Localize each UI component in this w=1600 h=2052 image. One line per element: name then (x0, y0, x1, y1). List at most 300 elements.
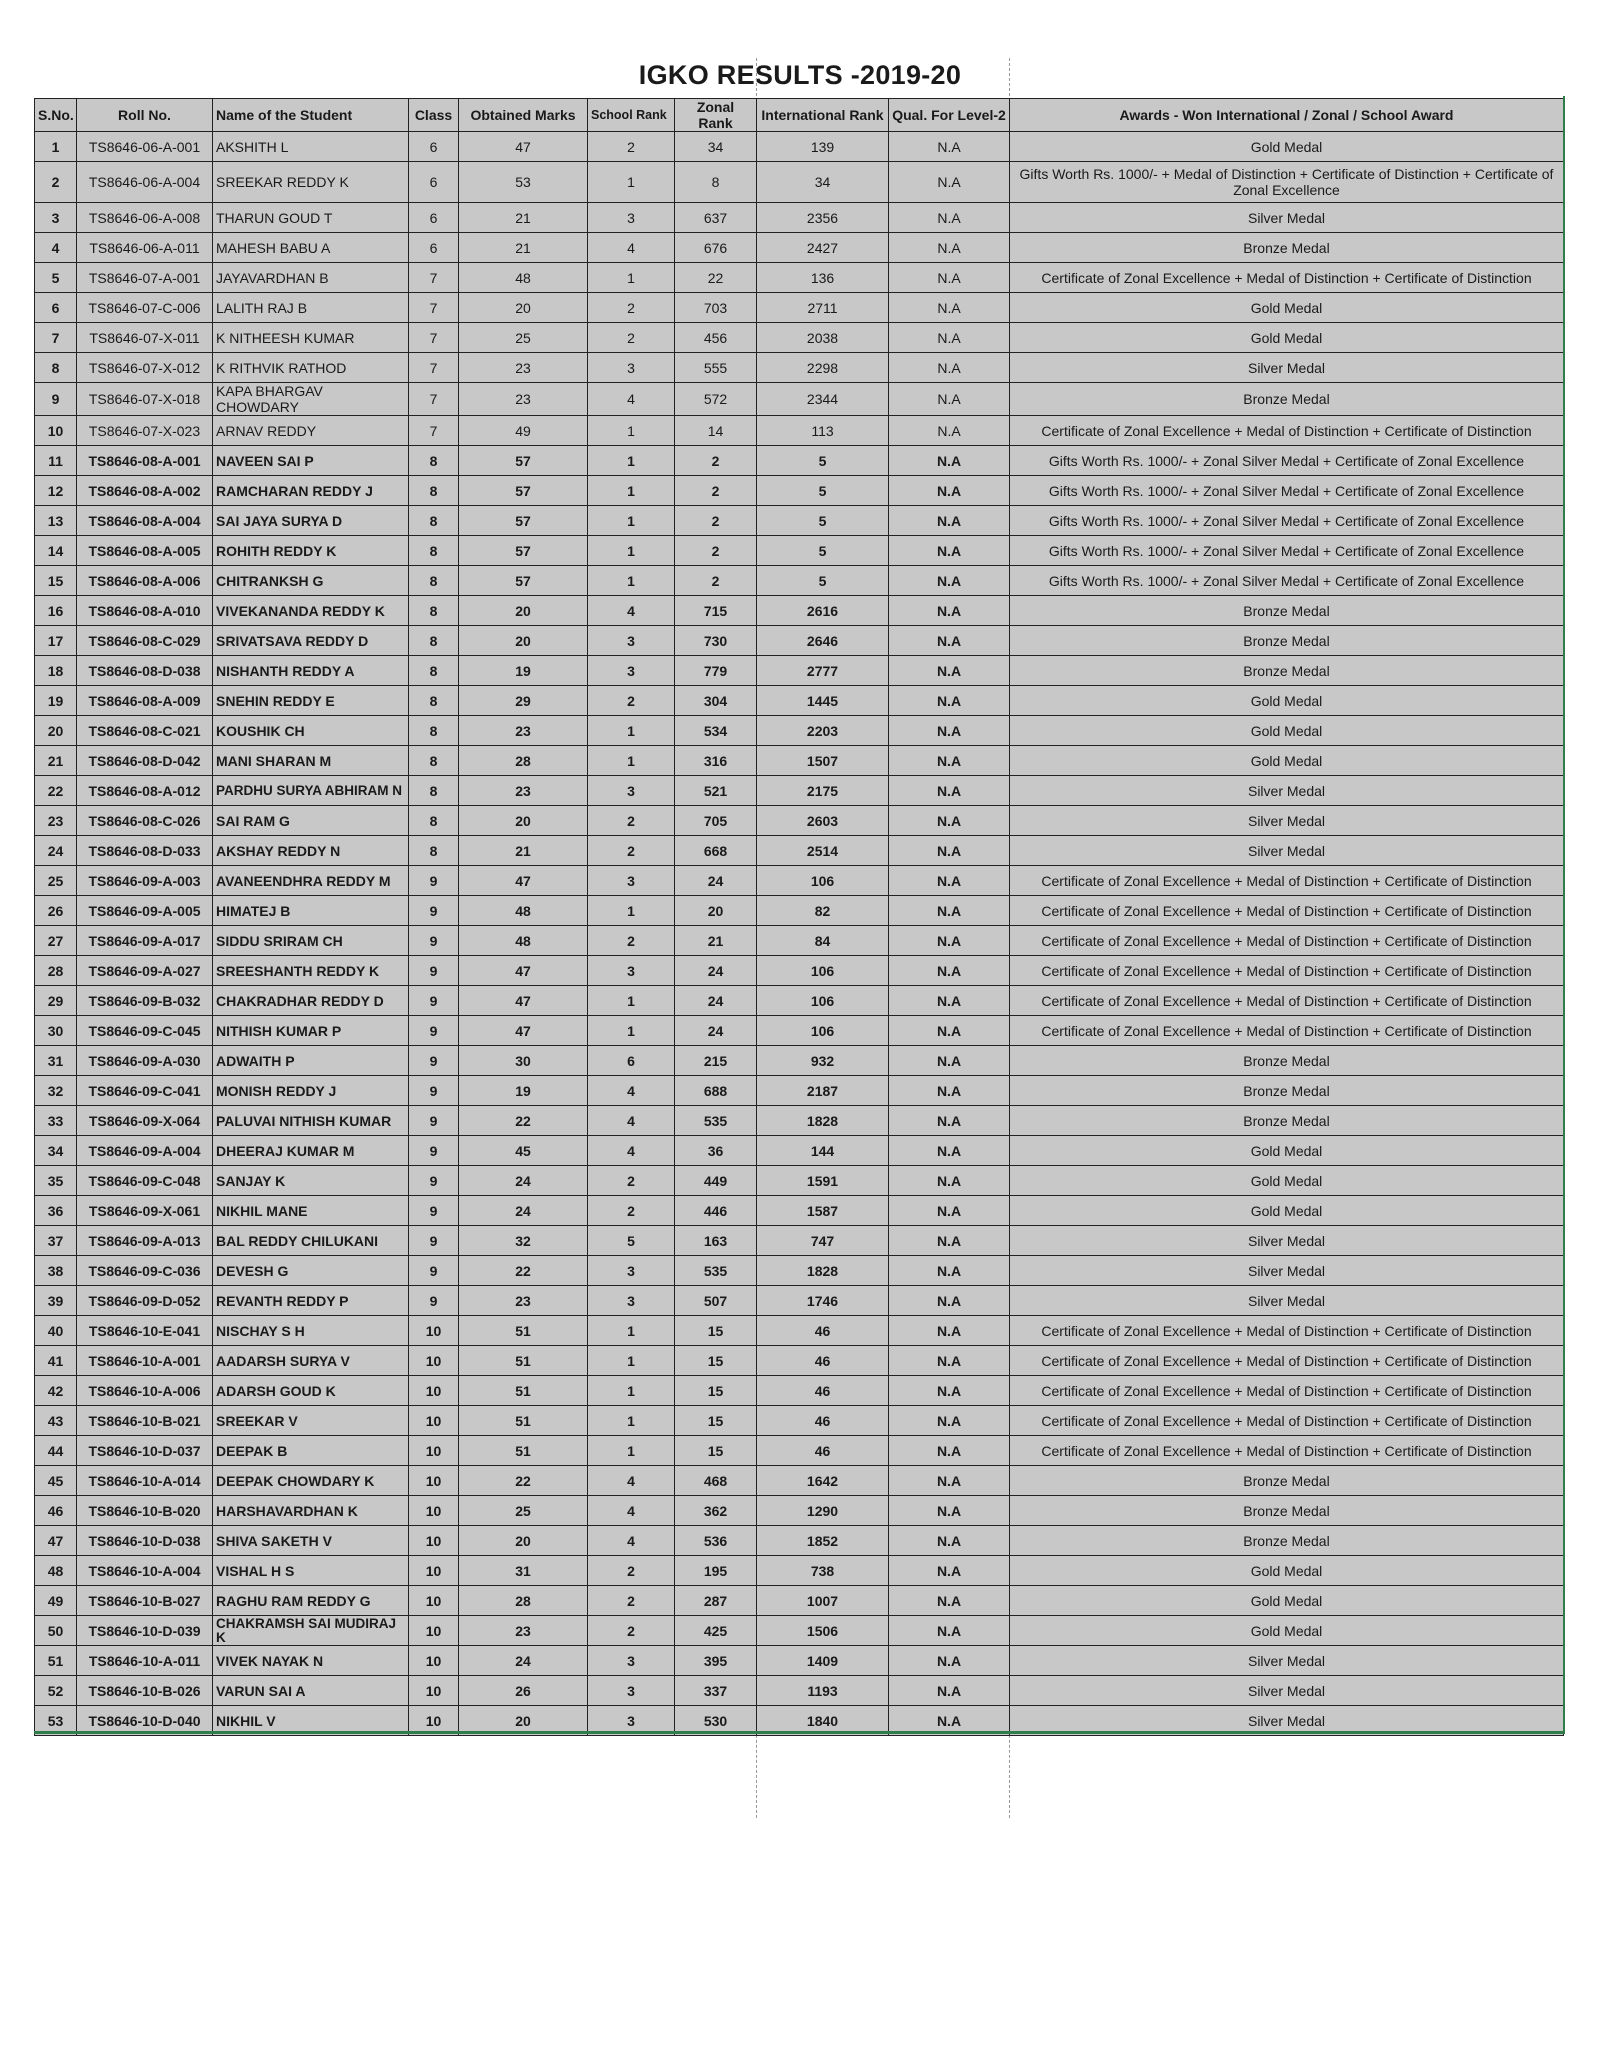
cell-class: 10 (409, 1496, 459, 1526)
cell-roll: TS8646-09-B-032 (77, 986, 213, 1016)
cell-intl-rank: 84 (757, 926, 889, 956)
cell-qual: N.A (889, 566, 1010, 596)
cell-intl-rank: 2187 (757, 1076, 889, 1106)
cell-zonal-rank: 2 (675, 506, 757, 536)
cell-class: 7 (409, 383, 459, 416)
cell-intl-rank: 1746 (757, 1286, 889, 1316)
cell-zonal-rank: 362 (675, 1496, 757, 1526)
cell-qual: N.A (889, 596, 1010, 626)
cell-marks: 20 (459, 293, 588, 323)
cell-sno: 14 (35, 536, 77, 566)
cell-school-rank: 2 (588, 132, 675, 162)
cell-sno: 26 (35, 896, 77, 926)
cell-school-rank: 5 (588, 1226, 675, 1256)
cell-class: 8 (409, 776, 459, 806)
table-row (35, 1076, 1564, 1106)
cell-award: Bronze Medal (1010, 233, 1564, 263)
cell-class: 8 (409, 716, 459, 746)
cell-marks: 23 (459, 353, 588, 383)
cell-name: HIMATEJ B (213, 896, 409, 926)
cell-marks: 20 (459, 596, 588, 626)
cell-intl-rank: 2038 (757, 323, 889, 353)
cell-class: 10 (409, 1526, 459, 1556)
cell-intl-rank: 106 (757, 986, 889, 1016)
cell-sno: 23 (35, 806, 77, 836)
cell-award: Gifts Worth Rs. 1000/- + Zonal Silver Medal + Certificate of Zonal Excellence (1010, 506, 1564, 536)
cell-roll: TS8646-06-A-004 (77, 162, 213, 203)
cell-marks: 57 (459, 566, 588, 596)
cell-award: Gifts Worth Rs. 1000/- + Zonal Silver Medal + Certificate of Zonal Excellence (1010, 566, 1564, 596)
cell-marks: 48 (459, 896, 588, 926)
cell-sno: 39 (35, 1286, 77, 1316)
cell-award: Certificate of Zonal Excellence + Medal of Distinction + Certificate of Distinction (1010, 1376, 1564, 1406)
cell-sno: 36 (35, 1196, 77, 1226)
cell-class: 7 (409, 293, 459, 323)
cell-marks: 53 (459, 162, 588, 203)
cell-zonal-rank: 215 (675, 1046, 757, 1076)
cell-sno: 7 (35, 323, 77, 353)
cell-sno: 25 (35, 866, 77, 896)
cell-class: 9 (409, 1106, 459, 1136)
table-row (35, 132, 1564, 162)
cell-sno: 20 (35, 716, 77, 746)
cell-class: 8 (409, 746, 459, 776)
cell-award: Gifts Worth Rs. 1000/- + Zonal Silver Medal + Certificate of Zonal Excellence (1010, 446, 1564, 476)
cell-sno: 44 (35, 1436, 77, 1466)
results-body (35, 132, 1564, 1736)
cell-roll: TS8646-10-D-039 (77, 1616, 213, 1646)
cell-marks: 25 (459, 1496, 588, 1526)
table-row (35, 1286, 1564, 1316)
cell-class: 9 (409, 866, 459, 896)
cell-name: SREEKAR V (213, 1406, 409, 1436)
cell-school-rank: 2 (588, 1166, 675, 1196)
cell-intl-rank: 2427 (757, 233, 889, 263)
cell-qual: N.A (889, 1526, 1010, 1556)
cell-name: ADARSH GOUD K (213, 1376, 409, 1406)
cell-qual: N.A (889, 1166, 1010, 1196)
cell-sno: 52 (35, 1676, 77, 1706)
cell-award: Bronze Medal (1010, 1526, 1564, 1556)
cell-roll: TS8646-10-A-014 (77, 1466, 213, 1496)
cell-sno: 50 (35, 1616, 77, 1646)
cell-school-rank: 4 (588, 233, 675, 263)
cell-class: 10 (409, 1436, 459, 1466)
cell-class: 8 (409, 656, 459, 686)
cell-roll: TS8646-07-X-012 (77, 353, 213, 383)
cell-class: 8 (409, 806, 459, 836)
table-row (35, 926, 1564, 956)
cell-marks: 22 (459, 1256, 588, 1286)
cell-marks: 19 (459, 1076, 588, 1106)
cell-award: Silver Medal (1010, 1676, 1564, 1706)
cell-qual: N.A (889, 956, 1010, 986)
cell-class: 8 (409, 686, 459, 716)
cell-class: 9 (409, 1016, 459, 1046)
cell-sno: 28 (35, 956, 77, 986)
selection-border (1563, 96, 1565, 1734)
cell-school-rank: 4 (588, 1526, 675, 1556)
cell-marks: 57 (459, 446, 588, 476)
cell-marks: 19 (459, 656, 588, 686)
cell-roll: TS8646-06-A-008 (77, 203, 213, 233)
cell-school-rank: 2 (588, 1616, 675, 1646)
cell-award: Silver Medal (1010, 1226, 1564, 1256)
cell-school-rank: 3 (588, 1676, 675, 1706)
cell-class: 10 (409, 1586, 459, 1616)
cell-qual: N.A (889, 132, 1010, 162)
cell-zonal-rank: 287 (675, 1586, 757, 1616)
cell-name: K NITHEESH KUMAR (213, 323, 409, 353)
cell-sno: 43 (35, 1406, 77, 1436)
cell-qual: N.A (889, 1226, 1010, 1256)
cell-class: 7 (409, 323, 459, 353)
cell-qual: N.A (889, 626, 1010, 656)
cell-class: 8 (409, 536, 459, 566)
cell-sno: 22 (35, 776, 77, 806)
cell-qual: N.A (889, 383, 1010, 416)
cell-intl-rank: 5 (757, 506, 889, 536)
cell-marks: 30 (459, 1046, 588, 1076)
cell-school-rank: 1 (588, 162, 675, 203)
cell-sno: 12 (35, 476, 77, 506)
table-row (35, 1226, 1564, 1256)
cell-zonal-rank: 456 (675, 323, 757, 353)
cell-qual: N.A (889, 1046, 1010, 1076)
cell-name: CHAKRADHAR REDDY D (213, 986, 409, 1016)
cell-sno: 3 (35, 203, 77, 233)
cell-zonal-rank: 715 (675, 596, 757, 626)
cell-school-rank: 1 (588, 986, 675, 1016)
col-header-zonal-rank: Zonal Rank (675, 99, 757, 132)
cell-roll: TS8646-09-C-041 (77, 1076, 213, 1106)
cell-class: 10 (409, 1616, 459, 1646)
cell-roll: TS8646-10-B-020 (77, 1496, 213, 1526)
table-row (35, 836, 1564, 866)
cell-class: 9 (409, 926, 459, 956)
cell-school-rank: 1 (588, 1376, 675, 1406)
cell-school-rank: 4 (588, 1496, 675, 1526)
cell-roll: TS8646-10-A-001 (77, 1346, 213, 1376)
cell-qual: N.A (889, 293, 1010, 323)
cell-sno: 21 (35, 746, 77, 776)
cell-class: 10 (409, 1556, 459, 1586)
cell-intl-rank: 1507 (757, 746, 889, 776)
table-row (35, 1586, 1564, 1616)
cell-roll: TS8646-08-A-006 (77, 566, 213, 596)
cell-name: SAI RAM G (213, 806, 409, 836)
cell-name: SAI JAYA SURYA D (213, 506, 409, 536)
cell-marks: 28 (459, 1586, 588, 1616)
cell-zonal-rank: 24 (675, 986, 757, 1016)
cell-roll: TS8646-10-A-006 (77, 1376, 213, 1406)
cell-school-rank: 4 (588, 1076, 675, 1106)
cell-sno: 24 (35, 836, 77, 866)
cell-name: CHAKRAMSH SAI MUDIRAJ K (213, 1616, 409, 1646)
cell-school-rank: 4 (588, 1466, 675, 1496)
cell-school-rank: 1 (588, 1436, 675, 1466)
cell-zonal-rank: 195 (675, 1556, 757, 1586)
cell-intl-rank: 1290 (757, 1496, 889, 1526)
cell-school-rank: 2 (588, 926, 675, 956)
cell-marks: 48 (459, 263, 588, 293)
cell-qual: N.A (889, 926, 1010, 956)
cell-school-rank: 2 (588, 293, 675, 323)
col-header-class: Class (409, 99, 459, 132)
cell-name: RAGHU RAM REDDY G (213, 1586, 409, 1616)
cell-award: Bronze Medal (1010, 626, 1564, 656)
cell-qual: N.A (889, 1556, 1010, 1586)
cell-class: 8 (409, 476, 459, 506)
cell-roll: TS8646-09-A-003 (77, 866, 213, 896)
cell-zonal-rank: 572 (675, 383, 757, 416)
cell-roll: TS8646-08-C-026 (77, 806, 213, 836)
cell-school-rank: 3 (588, 1256, 675, 1286)
cell-qual: N.A (889, 1136, 1010, 1166)
cell-intl-rank: 2603 (757, 806, 889, 836)
cell-school-rank: 2 (588, 1196, 675, 1226)
cell-roll: TS8646-08-D-042 (77, 746, 213, 776)
cell-award: Bronze Medal (1010, 1466, 1564, 1496)
cell-name: LALITH RAJ B (213, 293, 409, 323)
table-row (35, 656, 1564, 686)
cell-intl-rank: 46 (757, 1316, 889, 1346)
page-title: IGKO RESULTS -2019-20 (638, 60, 962, 90)
cell-school-rank: 1 (588, 263, 675, 293)
cell-zonal-rank: 534 (675, 716, 757, 746)
cell-qual: N.A (889, 656, 1010, 686)
cell-qual: N.A (889, 1616, 1010, 1646)
cell-qual: N.A (889, 263, 1010, 293)
table-row (35, 806, 1564, 836)
cell-class: 10 (409, 1376, 459, 1406)
cell-intl-rank: 5 (757, 476, 889, 506)
cell-qual: N.A (889, 1016, 1010, 1046)
cell-award: Gold Medal (1010, 1136, 1564, 1166)
cell-qual: N.A (889, 1256, 1010, 1286)
table-row (35, 1496, 1564, 1526)
cell-qual: N.A (889, 536, 1010, 566)
col-header-qual: Qual. For Level-2 (889, 99, 1010, 132)
cell-class: 9 (409, 1136, 459, 1166)
cell-award: Certificate of Zonal Excellence + Medal of Distinction + Certificate of Distinction (1010, 866, 1564, 896)
cell-qual: N.A (889, 1196, 1010, 1226)
cell-award: Certificate of Zonal Excellence + Medal of Distinction + Certificate of Distinction (1010, 1016, 1564, 1046)
cell-name: AKSHITH L (213, 132, 409, 162)
table-row (35, 746, 1564, 776)
cell-intl-rank: 1840 (757, 1706, 889, 1736)
cell-intl-rank: 2646 (757, 626, 889, 656)
cell-name: ARNAV REDDY (213, 416, 409, 446)
cell-award: Gold Medal (1010, 1556, 1564, 1586)
cell-qual: N.A (889, 1316, 1010, 1346)
cell-qual: N.A (889, 476, 1010, 506)
cell-award: Certificate of Zonal Excellence + Medal of Distinction + Certificate of Distinction (1010, 416, 1564, 446)
cell-intl-rank: 46 (757, 1436, 889, 1466)
cell-school-rank: 4 (588, 1136, 675, 1166)
cell-school-rank: 1 (588, 536, 675, 566)
cell-award: Gold Medal (1010, 1586, 1564, 1616)
cell-intl-rank: 2711 (757, 293, 889, 323)
cell-sno: 30 (35, 1016, 77, 1046)
cell-name: SREEKAR REDDY K (213, 162, 409, 203)
cell-school-rank: 1 (588, 1316, 675, 1346)
cell-roll: TS8646-10-D-038 (77, 1526, 213, 1556)
cell-marks: 32 (459, 1226, 588, 1256)
cell-sno: 27 (35, 926, 77, 956)
cell-roll: TS8646-08-A-012 (77, 776, 213, 806)
cell-award: Silver Medal (1010, 353, 1564, 383)
table-row (35, 1646, 1564, 1676)
table-row (35, 956, 1564, 986)
cell-class: 6 (409, 203, 459, 233)
cell-name: PARDHU SURYA ABHIRAM N (213, 776, 409, 806)
cell-zonal-rank: 779 (675, 656, 757, 686)
cell-zonal-rank: 468 (675, 1466, 757, 1496)
cell-school-rank: 1 (588, 476, 675, 506)
cell-zonal-rank: 703 (675, 293, 757, 323)
col-header-sno: S.No. (35, 99, 77, 132)
cell-zonal-rank: 24 (675, 956, 757, 986)
cell-sno: 31 (35, 1046, 77, 1076)
cell-qual: N.A (889, 1706, 1010, 1736)
table-row (35, 1316, 1564, 1346)
cell-sno: 33 (35, 1106, 77, 1136)
cell-qual: N.A (889, 203, 1010, 233)
cell-roll: TS8646-06-A-001 (77, 132, 213, 162)
cell-sno: 1 (35, 132, 77, 162)
cell-school-rank: 3 (588, 626, 675, 656)
cell-zonal-rank: 34 (675, 132, 757, 162)
cell-roll: TS8646-08-C-029 (77, 626, 213, 656)
cell-award: Gold Medal (1010, 132, 1564, 162)
cell-marks: 57 (459, 506, 588, 536)
cell-roll: TS8646-07-C-006 (77, 293, 213, 323)
table-row (35, 1256, 1564, 1286)
cell-sno: 8 (35, 353, 77, 383)
cell-intl-rank: 46 (757, 1406, 889, 1436)
table-row (35, 383, 1564, 416)
cell-qual: N.A (889, 716, 1010, 746)
cell-intl-rank: 1506 (757, 1616, 889, 1646)
cell-qual: N.A (889, 836, 1010, 866)
cell-intl-rank: 5 (757, 566, 889, 596)
cell-roll: TS8646-09-A-030 (77, 1046, 213, 1076)
cell-name: DEEPAK B (213, 1436, 409, 1466)
cell-award: Gold Medal (1010, 686, 1564, 716)
cell-qual: N.A (889, 233, 1010, 263)
cell-school-rank: 3 (588, 353, 675, 383)
table-row (35, 203, 1564, 233)
cell-roll: TS8646-09-X-064 (77, 1106, 213, 1136)
cell-name: KAPA BHARGAV CHOWDARY (213, 383, 409, 416)
cell-sno: 34 (35, 1136, 77, 1166)
cell-class: 10 (409, 1466, 459, 1496)
cell-zonal-rank: 8 (675, 162, 757, 203)
table-row (35, 263, 1564, 293)
cell-qual: N.A (889, 446, 1010, 476)
cell-sno: 10 (35, 416, 77, 446)
cell-intl-rank: 1828 (757, 1256, 889, 1286)
cell-intl-rank: 46 (757, 1346, 889, 1376)
cell-intl-rank: 106 (757, 956, 889, 986)
cell-school-rank: 1 (588, 416, 675, 446)
cell-intl-rank: 747 (757, 1226, 889, 1256)
table-row (35, 776, 1564, 806)
cell-name: BAL REDDY CHILUKANI (213, 1226, 409, 1256)
cell-award: Silver Medal (1010, 1286, 1564, 1316)
cell-class: 10 (409, 1646, 459, 1676)
cell-zonal-rank: 668 (675, 836, 757, 866)
table-row (35, 416, 1564, 446)
cell-qual: N.A (889, 986, 1010, 1016)
cell-class: 9 (409, 1256, 459, 1286)
cell-class: 9 (409, 1166, 459, 1196)
cell-intl-rank: 139 (757, 132, 889, 162)
cell-sno: 9 (35, 383, 77, 416)
cell-intl-rank: 2616 (757, 596, 889, 626)
table-row (35, 1376, 1564, 1406)
cell-school-rank: 4 (588, 1106, 675, 1136)
cell-intl-rank: 1193 (757, 1676, 889, 1706)
cell-class: 9 (409, 896, 459, 926)
selection-border (34, 1731, 1565, 1734)
table-row (35, 293, 1564, 323)
cell-roll: TS8646-10-B-027 (77, 1586, 213, 1616)
cell-zonal-rank: 337 (675, 1676, 757, 1706)
cell-award: Gold Medal (1010, 1196, 1564, 1226)
cell-qual: N.A (889, 1586, 1010, 1616)
cell-roll: TS8646-09-C-045 (77, 1016, 213, 1046)
cell-roll: TS8646-08-D-038 (77, 656, 213, 686)
cell-school-rank: 2 (588, 1586, 675, 1616)
cell-marks: 22 (459, 1106, 588, 1136)
cell-zonal-rank: 36 (675, 1136, 757, 1166)
cell-award: Certificate of Zonal Excellence + Medal of Distinction + Certificate of Distinction (1010, 1316, 1564, 1346)
table-row (35, 1046, 1564, 1076)
cell-roll: TS8646-09-D-052 (77, 1286, 213, 1316)
cell-marks: 23 (459, 776, 588, 806)
cell-name: THARUN GOUD T (213, 203, 409, 233)
cell-marks: 24 (459, 1166, 588, 1196)
cell-name: RAMCHARAN REDDY J (213, 476, 409, 506)
cell-school-rank: 2 (588, 686, 675, 716)
cell-marks: 47 (459, 866, 588, 896)
cell-school-rank: 1 (588, 746, 675, 776)
cell-roll: TS8646-09-C-036 (77, 1256, 213, 1286)
cell-roll: TS8646-10-A-011 (77, 1646, 213, 1676)
cell-class: 7 (409, 263, 459, 293)
table-row (35, 506, 1564, 536)
cell-intl-rank: 144 (757, 1136, 889, 1166)
cell-class: 7 (409, 416, 459, 446)
cell-zonal-rank: 2 (675, 446, 757, 476)
cell-school-rank: 1 (588, 896, 675, 926)
table-row (35, 446, 1564, 476)
cell-marks: 26 (459, 1676, 588, 1706)
cell-award: Bronze Medal (1010, 1076, 1564, 1106)
cell-class: 9 (409, 986, 459, 1016)
cell-marks: 21 (459, 836, 588, 866)
cell-zonal-rank: 15 (675, 1316, 757, 1346)
cell-name: NAVEEN SAI P (213, 446, 409, 476)
table-row (35, 1136, 1564, 1166)
cell-marks: 47 (459, 132, 588, 162)
cell-award: Bronze Medal (1010, 1106, 1564, 1136)
cell-qual: N.A (889, 776, 1010, 806)
table-row (35, 626, 1564, 656)
cell-award: Gifts Worth Rs. 1000/- + Zonal Silver Medal + Certificate of Zonal Excellence (1010, 476, 1564, 506)
